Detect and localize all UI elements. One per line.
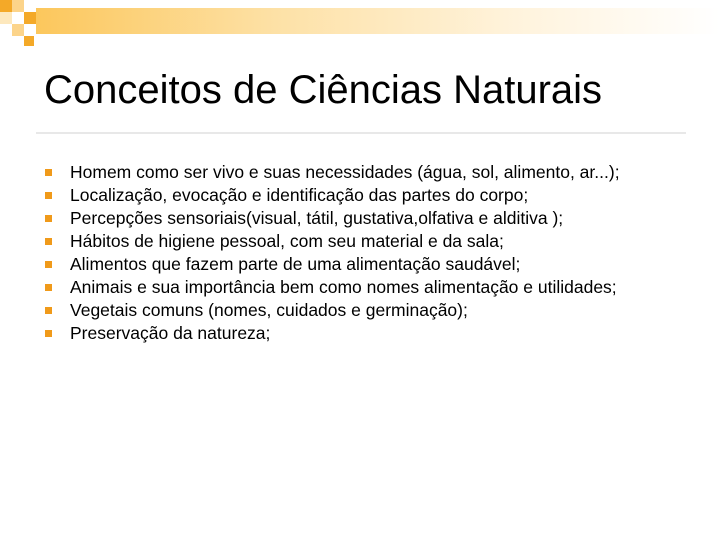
- square-bullet-icon: [45, 284, 52, 291]
- decorative-square: [12, 24, 24, 36]
- list-item: [44, 161, 684, 184]
- decorative-square: [0, 0, 12, 12]
- square-bullet-icon: [45, 330, 52, 337]
- slide-title: Conceitos de Ciências Naturais: [44, 68, 603, 112]
- decorative-square: [12, 0, 24, 12]
- bullet-text: Localização, evocação e identificação das partes do corpo;: [70, 185, 529, 205]
- bullet-text: Homem como ser vivo e suas necessidades (água, sol, alimento, ar...);: [70, 162, 620, 182]
- bullet-text: Animais e sua importância bem como nomes alimentação e utilidades;: [70, 277, 617, 297]
- square-bullet-icon: [45, 238, 52, 245]
- list-item: [44, 253, 684, 276]
- list-item: [44, 230, 684, 253]
- decorative-square: [0, 12, 12, 24]
- square-bullet-icon: [45, 307, 52, 314]
- square-bullet-icon: [45, 169, 52, 176]
- list-item: [44, 299, 684, 322]
- bullet-text: Percepções sensoriais(visual, tátil, gustativa,olfativa e alditiva );: [70, 208, 564, 228]
- square-bullet-icon: [45, 192, 52, 199]
- list-item: [44, 184, 684, 207]
- square-bullet-icon: [45, 215, 52, 222]
- list-item: [44, 207, 684, 230]
- list-item: [44, 276, 684, 299]
- bullet-text: Preservação da natureza;: [70, 323, 271, 343]
- square-bullet-icon: [45, 261, 52, 268]
- decorative-square: [24, 36, 34, 46]
- top-decorative-band: [36, 8, 720, 34]
- bullet-list: [44, 161, 684, 345]
- decorative-square: [24, 12, 36, 24]
- list-item: [44, 322, 684, 345]
- bullet-text: Vegetais comuns (nomes, cuidados e germinação);: [70, 300, 468, 320]
- bullet-text: Alimentos que fazem parte de uma alimentação saudável;: [70, 254, 521, 274]
- title-divider: [36, 132, 686, 134]
- bullet-text: Hábitos de higiene pessoal, com seu material e da sala;: [70, 231, 504, 251]
